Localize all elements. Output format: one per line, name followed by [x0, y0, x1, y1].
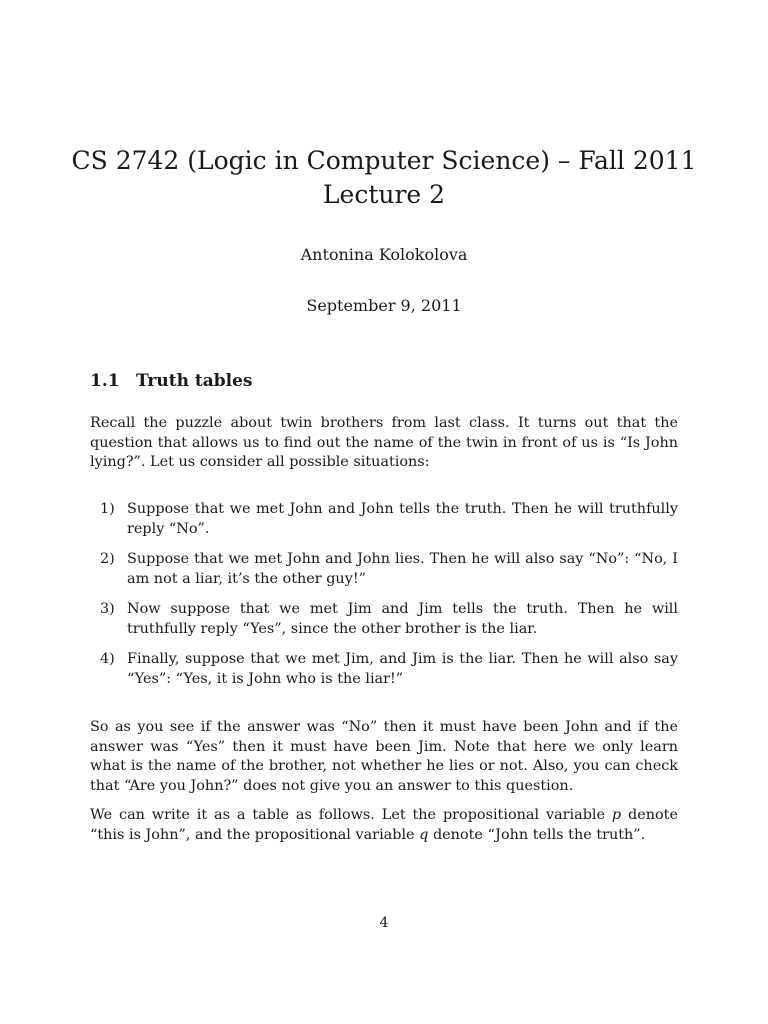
intro-paragraph: Recall the puzzle about twin brothers from last class. It turns out that the question that allows us to find out the name of the twin in front of us is “Is John lying?”. Let us consider all possible situations: — [90, 415, 678, 470]
title-line-1: CS 2742 (Logic in Computer Science) – Fall 2011 — [71, 146, 697, 175]
title-line-2: Lecture 2 — [322, 180, 446, 209]
list-item-text: Now suppose that we met Jim and Jim tells the truth. Then he will truthfully reply “Yes”, since the other brother is the liar. — [127, 601, 678, 637]
section-number: 1.1 — [90, 371, 120, 391]
list-item — [100, 550, 678, 589]
table-para-part-3: denote “John tells the truth”. — [428, 826, 646, 843]
table-para-part-2: denote “this is John”, and the propositional variable — [90, 807, 678, 843]
lecture-title — [0, 144, 768, 212]
table-para-part-1: We can write it as a table as follows. Let the propositional variable — [90, 807, 612, 823]
variable-p: p — [611, 807, 622, 823]
list-marker: 3) — [100, 601, 115, 617]
list-marker: 4) — [100, 651, 115, 667]
list-item — [100, 600, 678, 639]
list-item-text: Finally, suppose that we met Jim, and Jim is the liar. Then he will also say “Yes”: “Yes, it is John who is the liar!” — [127, 651, 678, 687]
conclusion-paragraph: So as you see if the answer was “No” then it must have been John and if the answer was “Yes” then it must have been Jim. Note that here we only learn what is the name of the brother, not whether he lies or not. Also, you can check that “Are you John?” does not give you an answer to this question. — [90, 719, 678, 794]
author-name: Antonina Kolokolova — [300, 245, 468, 264]
list-item-text: Suppose that we met John and John tells the truth. Then he will truthfully reply “No”. — [127, 501, 678, 537]
page-number: 4 — [379, 915, 389, 931]
list-item — [100, 650, 678, 689]
section-heading — [90, 371, 252, 391]
lecture-date: September 9, 2011 — [306, 296, 462, 315]
list-marker: 2) — [100, 551, 115, 567]
list-item-text: Suppose that we met John and John lies. Then he will also say “No”: “No, I am not a liar, it’s the other guy!” — [127, 551, 678, 587]
section-title: Truth tables — [136, 371, 253, 391]
variable-q: q — [419, 826, 429, 843]
table-intro-paragraph — [90, 806, 678, 845]
list-item — [100, 500, 678, 539]
list-marker: 1) — [100, 501, 115, 517]
situations-list — [100, 500, 678, 700]
